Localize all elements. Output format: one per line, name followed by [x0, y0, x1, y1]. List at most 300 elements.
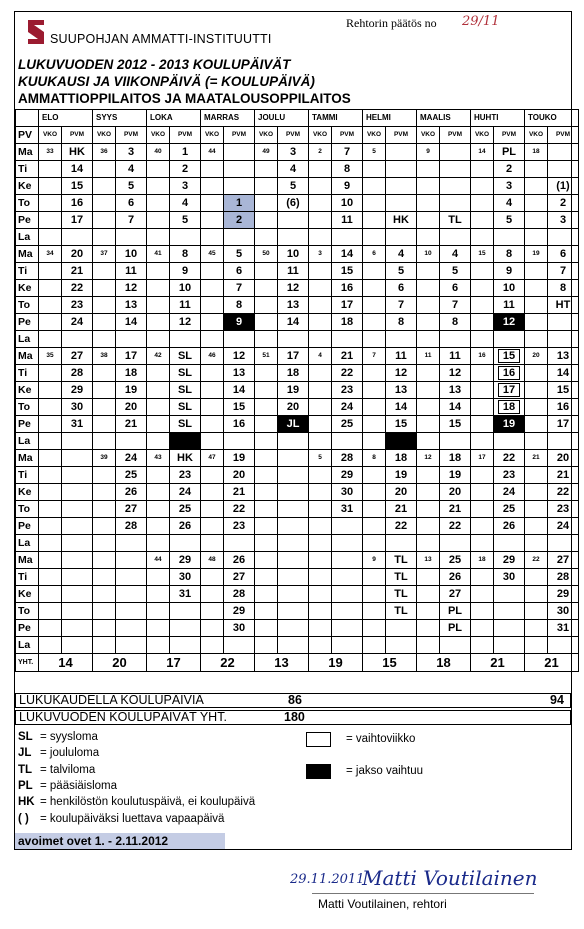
- week-number: [147, 620, 170, 637]
- weekday-label: Ti: [16, 263, 39, 280]
- day-cell: 5: [440, 263, 471, 280]
- day-cell: 2: [170, 161, 201, 178]
- week-number: 12: [417, 450, 440, 467]
- week-number: [93, 535, 116, 552]
- week-number: [147, 433, 170, 450]
- week-number: [147, 178, 170, 195]
- day-cell: 21: [116, 416, 147, 433]
- week-number: [39, 535, 62, 552]
- day-row: [16, 348, 579, 365]
- day-cell: [440, 331, 471, 348]
- month-total: 22: [201, 654, 255, 672]
- day-cell: 21: [548, 467, 579, 484]
- handwritten-signature: Matti Voutilainen: [362, 866, 538, 890]
- week-number: [147, 518, 170, 535]
- week-number: [471, 484, 494, 501]
- day-cell: [386, 161, 417, 178]
- week-number: 7: [363, 348, 386, 365]
- week-number: [525, 212, 548, 229]
- week-number: [471, 603, 494, 620]
- day-cell: 19: [278, 382, 309, 399]
- week-number: [93, 178, 116, 195]
- day-cell: [494, 586, 525, 603]
- day-cell: 30: [170, 569, 201, 586]
- day-cell: 21: [332, 348, 363, 365]
- day-cell: 25: [332, 416, 363, 433]
- legend-key: TL: [18, 763, 33, 776]
- week-number: 38: [93, 348, 116, 365]
- pvm-header: PVM: [332, 127, 363, 144]
- week-number: [525, 331, 548, 348]
- week-number: [201, 620, 224, 637]
- week-number: 5: [363, 144, 386, 161]
- day-cell: [278, 229, 309, 246]
- day-cell: 18: [440, 450, 471, 467]
- day-cell: [224, 637, 255, 654]
- week-number: [525, 535, 548, 552]
- day-cell: [278, 603, 309, 620]
- day-cell: 9: [494, 263, 525, 280]
- month-header: MARRAS: [201, 110, 255, 127]
- legend-item: [18, 764, 95, 776]
- week-number: [309, 620, 332, 637]
- day-cell: [278, 450, 309, 467]
- month-header: TOUKO: [525, 110, 579, 127]
- day-cell: [224, 535, 255, 552]
- week-number: 46: [201, 348, 224, 365]
- week-number: [255, 620, 278, 637]
- exchange-week-day: 17: [498, 383, 520, 397]
- legend-text: = pääsiäisloma: [40, 779, 118, 792]
- school-days-calendar: [15, 109, 579, 672]
- week-number: [147, 501, 170, 518]
- weekday-label: Ke: [16, 586, 39, 603]
- day-cell: [62, 501, 93, 518]
- week-number: [201, 280, 224, 297]
- day-cell: 13: [278, 297, 309, 314]
- day-row: [16, 637, 579, 654]
- day-cell: HK: [62, 144, 93, 161]
- weekday-label: Ti: [16, 161, 39, 178]
- period-change-swatch: [306, 764, 331, 779]
- legend-key: SL: [18, 731, 33, 743]
- week-number: [363, 467, 386, 484]
- vko-header: VKO: [255, 127, 278, 144]
- week-number: [201, 212, 224, 229]
- week-number: [525, 484, 548, 501]
- vko-header: VKO: [39, 127, 62, 144]
- week-number: [39, 229, 62, 246]
- weekday-label: Pe: [16, 314, 39, 331]
- week-number: [309, 416, 332, 433]
- weekday-label: Ke: [16, 178, 39, 195]
- day-cell: HK: [170, 450, 201, 467]
- day-cell: 22: [548, 484, 579, 501]
- week-number: [201, 433, 224, 450]
- week-number: [147, 314, 170, 331]
- week-number: [201, 365, 224, 382]
- day-cell: 5: [170, 212, 201, 229]
- week-number: [525, 433, 548, 450]
- term-days-autumn: 86: [288, 693, 302, 707]
- week-number: [525, 416, 548, 433]
- day-cell: 4: [116, 161, 147, 178]
- day-cell: [62, 331, 93, 348]
- week-number: 14: [471, 144, 494, 161]
- day-cell: 12: [278, 280, 309, 297]
- weekday-label: To: [16, 603, 39, 620]
- week-number: [417, 263, 440, 280]
- week-number: [525, 229, 548, 246]
- week-number: [525, 620, 548, 637]
- legend-item: [18, 731, 98, 743]
- weekday-label: Ma: [16, 144, 39, 161]
- week-number: [525, 263, 548, 280]
- week-number: [255, 467, 278, 484]
- week-number: 48: [201, 552, 224, 569]
- day-cell: 9: [224, 314, 255, 331]
- day-cell: 15: [332, 263, 363, 280]
- day-row: [16, 161, 579, 178]
- week-number: [471, 331, 494, 348]
- day-cell: 22: [494, 450, 525, 467]
- day-cell: 25: [494, 501, 525, 518]
- week-number: [147, 569, 170, 586]
- day-cell: SL: [170, 365, 201, 382]
- week-number: [417, 620, 440, 637]
- week-number: 40: [147, 144, 170, 161]
- week-number: [309, 178, 332, 195]
- day-row: [16, 297, 579, 314]
- legend-text: = koulupäiväksi luettava vapaapäivä: [40, 812, 225, 825]
- month-total: 14: [39, 654, 93, 672]
- week-number: 43: [147, 450, 170, 467]
- week-number: [309, 569, 332, 586]
- week-number: [255, 161, 278, 178]
- day-cell: 11: [170, 297, 201, 314]
- week-number: [39, 552, 62, 569]
- day-cell: [116, 552, 147, 569]
- week-number: [309, 467, 332, 484]
- week-number: [201, 314, 224, 331]
- weekday-label: Ke: [16, 280, 39, 297]
- week-number: 9: [417, 144, 440, 161]
- day-cell: [494, 399, 525, 416]
- week-number: [147, 399, 170, 416]
- day-row: [16, 263, 579, 280]
- day-cell: [278, 535, 309, 552]
- week-number: [255, 433, 278, 450]
- day-cell: 20: [278, 399, 309, 416]
- day-cell: [386, 620, 417, 637]
- week-number: [471, 399, 494, 416]
- day-cell: 1: [170, 144, 201, 161]
- week-number: [93, 637, 116, 654]
- day-cell: 31: [170, 586, 201, 603]
- week-number: [363, 484, 386, 501]
- exchange-week-swatch: [306, 732, 331, 747]
- day-cell: [170, 620, 201, 637]
- day-cell: [440, 535, 471, 552]
- week-number: 45: [201, 246, 224, 263]
- week-number: [201, 416, 224, 433]
- week-number: [417, 484, 440, 501]
- day-cell: 8: [332, 161, 363, 178]
- week-number: [309, 433, 332, 450]
- week-number: [525, 280, 548, 297]
- day-cell: 27: [62, 348, 93, 365]
- day-cell: 11: [494, 297, 525, 314]
- institute-logo-icon: [24, 18, 48, 46]
- vko-header: VKO: [417, 127, 440, 144]
- week-number: [93, 603, 116, 620]
- day-cell: 7: [224, 280, 255, 297]
- day-cell: 24: [494, 484, 525, 501]
- week-number: [255, 280, 278, 297]
- week-number: 6: [363, 246, 386, 263]
- week-number: [93, 195, 116, 212]
- week-number: [93, 297, 116, 314]
- day-cell: 17: [116, 348, 147, 365]
- month-total: 21: [471, 654, 525, 672]
- day-cell: 11: [116, 263, 147, 280]
- day-cell: 23: [332, 382, 363, 399]
- week-number: [39, 297, 62, 314]
- week-number: [309, 263, 332, 280]
- pvm-header: PVM: [278, 127, 309, 144]
- day-row: [16, 144, 579, 161]
- pvm-header: PVM: [116, 127, 147, 144]
- week-number: [471, 161, 494, 178]
- week-number: [525, 195, 548, 212]
- day-cell: 25: [440, 552, 471, 569]
- day-row: [16, 178, 579, 195]
- week-number: 13: [417, 552, 440, 569]
- day-cell: 18: [386, 450, 417, 467]
- week-number: [471, 195, 494, 212]
- day-cell: 14: [332, 246, 363, 263]
- week-number: [255, 518, 278, 535]
- day-cell: [278, 212, 309, 229]
- week-number: [39, 586, 62, 603]
- year-days-label: LUKUVUODEN KOULUPÄIVÄT YHT.: [19, 710, 227, 724]
- day-cell: [548, 433, 579, 450]
- week-number: [363, 569, 386, 586]
- week-number: [525, 637, 548, 654]
- day-cell: 5: [224, 246, 255, 263]
- weekday-label: La: [16, 331, 39, 348]
- week-number: [255, 586, 278, 603]
- day-cell: [494, 365, 525, 382]
- day-cell: 11: [332, 212, 363, 229]
- week-number: [201, 331, 224, 348]
- day-cell: 9: [170, 263, 201, 280]
- day-cell: [224, 178, 255, 195]
- day-cell: 14: [62, 161, 93, 178]
- day-cell: 15: [224, 399, 255, 416]
- day-cell: [548, 331, 579, 348]
- week-number: [363, 399, 386, 416]
- week-number: [201, 195, 224, 212]
- week-number: [363, 280, 386, 297]
- day-cell: 7: [548, 263, 579, 280]
- week-number: [471, 365, 494, 382]
- day-row: [16, 229, 579, 246]
- weekday-label: To: [16, 501, 39, 518]
- week-number: [471, 569, 494, 586]
- day-cell: [116, 586, 147, 603]
- term-days-row: [15, 693, 571, 708]
- day-cell: [332, 535, 363, 552]
- day-cell: 15: [62, 178, 93, 195]
- day-cell: [62, 620, 93, 637]
- day-cell: 10: [170, 280, 201, 297]
- week-number: [255, 603, 278, 620]
- period-change-label: = jakso vaihtuu: [346, 765, 424, 777]
- day-cell: [386, 195, 417, 212]
- day-cell: 1: [224, 195, 255, 212]
- title-subtitle: KUUKAUSI JA VIIKONPÄIVÄ (= KOULUPÄIVÄ): [18, 74, 315, 89]
- day-cell: 14: [278, 314, 309, 331]
- week-number: [363, 586, 386, 603]
- week-number: [147, 535, 170, 552]
- month-header: JOULU: [255, 110, 309, 127]
- week-number: [417, 161, 440, 178]
- day-cell: 12: [116, 280, 147, 297]
- week-number: [147, 195, 170, 212]
- week-number: [147, 263, 170, 280]
- day-cell: 30: [62, 399, 93, 416]
- weekday-label: Pe: [16, 518, 39, 535]
- day-cell: [332, 569, 363, 586]
- day-cell: [278, 501, 309, 518]
- week-number: [309, 280, 332, 297]
- day-cell: 18: [116, 365, 147, 382]
- day-cell: [116, 620, 147, 637]
- totals-label: YHT.: [16, 654, 39, 672]
- day-cell: 4: [440, 246, 471, 263]
- weekday-label: Ma: [16, 552, 39, 569]
- day-cell: 5: [494, 212, 525, 229]
- day-cell: 21: [224, 484, 255, 501]
- day-cell: 28: [224, 586, 255, 603]
- week-number: 49: [255, 144, 278, 161]
- day-cell: 11: [278, 263, 309, 280]
- day-cell: 16: [332, 280, 363, 297]
- day-cell: (1): [548, 178, 579, 195]
- week-number: [147, 637, 170, 654]
- week-number: [255, 229, 278, 246]
- week-number: [147, 416, 170, 433]
- week-number: 15: [471, 246, 494, 263]
- day-cell: 12: [494, 314, 525, 331]
- day-cell: [494, 331, 525, 348]
- decision-number: 29/11: [462, 14, 500, 29]
- week-number: [417, 212, 440, 229]
- week-number: [363, 195, 386, 212]
- weekday-label: Ti: [16, 365, 39, 382]
- week-number: [363, 297, 386, 314]
- pv-label: PV: [16, 127, 39, 144]
- day-cell: 2: [494, 161, 525, 178]
- week-number: [201, 263, 224, 280]
- week-number: [417, 297, 440, 314]
- week-number: 17: [471, 450, 494, 467]
- day-cell: [332, 433, 363, 450]
- day-cell: [278, 586, 309, 603]
- day-cell: 30: [548, 603, 579, 620]
- pvm-header: PVM: [440, 127, 471, 144]
- day-row: [16, 501, 579, 518]
- week-number: [363, 416, 386, 433]
- day-cell: [278, 433, 309, 450]
- week-number: [525, 569, 548, 586]
- day-cell: 7: [386, 297, 417, 314]
- signature-date: 29.11.2011: [290, 872, 365, 887]
- week-number: [309, 586, 332, 603]
- day-cell: 24: [548, 518, 579, 535]
- day-cell: [62, 433, 93, 450]
- title-schools: AMMATTIOPPILAITOS JA MAATALOUSOPPILAITOS: [18, 91, 351, 106]
- term-days-label: LUKUKAUDELLA KOULUPÄIVIÄ: [19, 693, 204, 707]
- day-cell: 7: [116, 212, 147, 229]
- term-days-spring: 94: [550, 693, 564, 707]
- day-cell: [386, 229, 417, 246]
- day-cell: [332, 586, 363, 603]
- day-cell: 27: [548, 552, 579, 569]
- week-number: [201, 501, 224, 518]
- day-row: [16, 280, 579, 297]
- day-cell: [332, 620, 363, 637]
- week-number: [471, 382, 494, 399]
- vko-header: VKO: [201, 127, 224, 144]
- pvm-header: PVM: [494, 127, 525, 144]
- day-cell: [332, 603, 363, 620]
- day-cell: [278, 331, 309, 348]
- day-cell: [548, 314, 579, 331]
- day-cell: PL: [494, 144, 525, 161]
- day-cell: 6: [548, 246, 579, 263]
- week-number: [471, 518, 494, 535]
- corner-cell: [16, 110, 39, 127]
- vko-header: VKO: [147, 127, 170, 144]
- pvm-header: PVM: [548, 127, 579, 144]
- day-cell: 13: [116, 297, 147, 314]
- week-number: [201, 535, 224, 552]
- day-cell: [170, 229, 201, 246]
- week-number: 20: [525, 348, 548, 365]
- week-number: [255, 552, 278, 569]
- week-number: [201, 229, 224, 246]
- week-number: [471, 280, 494, 297]
- day-row: [16, 518, 579, 535]
- week-number: [201, 161, 224, 178]
- week-number: [363, 518, 386, 535]
- day-cell: 23: [494, 467, 525, 484]
- day-cell: 25: [170, 501, 201, 518]
- day-cell: 12: [224, 348, 255, 365]
- week-number: [147, 297, 170, 314]
- day-row: [16, 586, 579, 603]
- day-cell: 8: [386, 314, 417, 331]
- day-cell: [170, 637, 201, 654]
- week-number: [417, 331, 440, 348]
- year-days-total: 180: [284, 710, 305, 724]
- week-number: [309, 501, 332, 518]
- month-header: SYYS: [93, 110, 147, 127]
- day-cell: 15: [548, 382, 579, 399]
- week-number: [417, 603, 440, 620]
